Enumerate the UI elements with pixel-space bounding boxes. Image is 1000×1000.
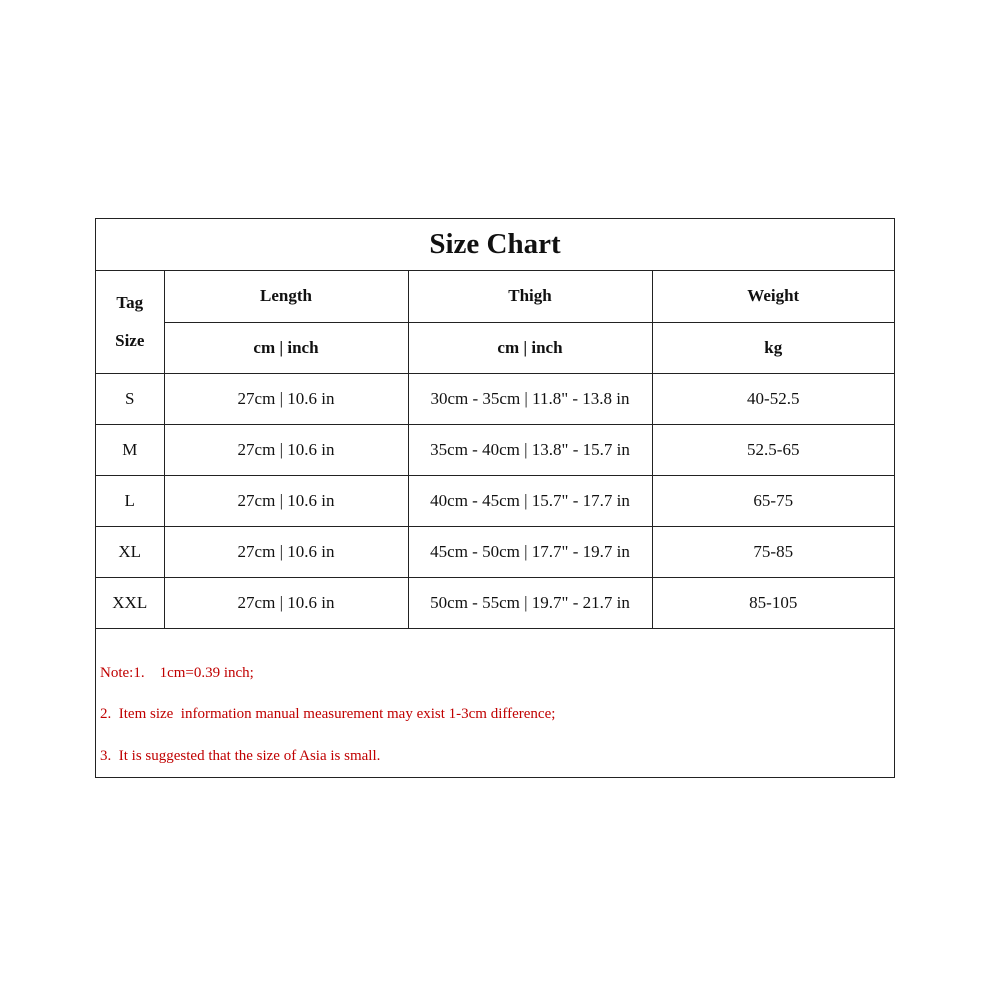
table-row [96, 577, 894, 628]
length-header: Length [164, 271, 408, 322]
weight-cell: 75-85 [652, 526, 894, 577]
length-cell: 27cm | 10.6 in [164, 577, 408, 628]
size-cell: S [96, 373, 164, 424]
thigh-cell: 40cm - 45cm | 15.7" - 17.7 in [408, 475, 652, 526]
weight-header: Weight [652, 271, 894, 322]
weight-cell: 40-52.5 [652, 373, 894, 424]
thigh-cell: 45cm - 50cm | 17.7" - 19.7 in [408, 526, 652, 577]
thigh-cell: 30cm - 35cm | 11.8" - 13.8 in [408, 373, 652, 424]
weight-cell: 65-75 [652, 475, 894, 526]
thigh-header: Thigh [408, 271, 652, 322]
thigh-unit: cm | inch [408, 322, 652, 373]
table-row [96, 373, 894, 424]
tag-size-header [96, 271, 164, 373]
length-unit: cm | inch [164, 322, 408, 373]
length-cell: 27cm | 10.6 in [164, 526, 408, 577]
length-cell: 27cm | 10.6 in [164, 475, 408, 526]
tag-label: Tag [116, 292, 144, 312]
header-row-names [96, 271, 894, 322]
weight-cell: 52.5-65 [652, 424, 894, 475]
note-asia-size: 3. It is suggested that the size of Asia is small. [100, 748, 381, 764]
size-cell: M [96, 424, 164, 475]
weight-cell: 85-105 [652, 577, 894, 628]
note-measurement: 2. Item size information manual measurement may exist 1-3cm difference; [100, 706, 556, 722]
table-row [96, 526, 894, 577]
thigh-cell: 50cm - 55cm | 19.7" - 21.7 in [408, 577, 652, 628]
size-cell: XXL [96, 577, 164, 628]
header-row-units [96, 322, 894, 373]
size-label: Size [115, 330, 145, 350]
table-row [96, 424, 894, 475]
table-row [96, 475, 894, 526]
size-chart [95, 218, 895, 778]
size-cell: L [96, 475, 164, 526]
length-cell: 27cm | 10.6 in [164, 424, 408, 475]
size-cell: XL [96, 526, 164, 577]
length-cell: 27cm | 10.6 in [164, 373, 408, 424]
note-conversion: Note:1. 1cm=0.39 inch; [100, 665, 254, 681]
size-table [96, 271, 894, 629]
thigh-cell: 35cm - 40cm | 13.8" - 15.7 in [408, 424, 652, 475]
weight-unit: kg [652, 322, 894, 373]
chart-title: Size Chart [96, 219, 894, 271]
